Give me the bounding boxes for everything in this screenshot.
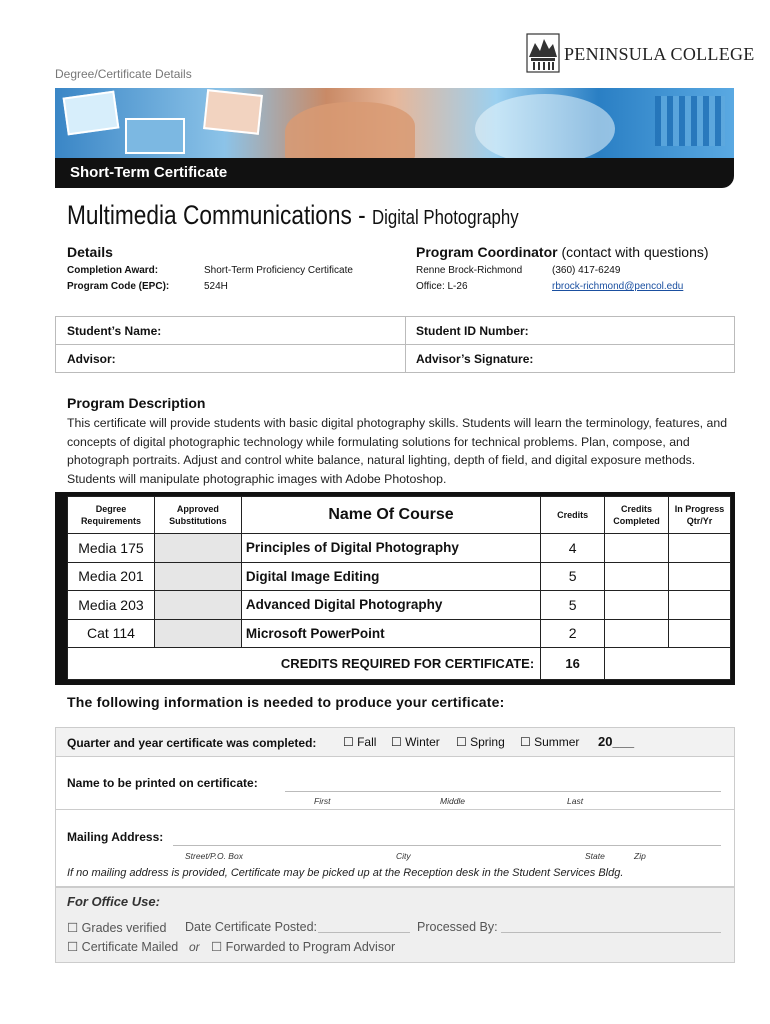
header-approved-substitutions: Approved Substitutions: [154, 497, 241, 534]
divider: [55, 344, 735, 345]
student-id-field[interactable]: Student ID Number:: [416, 324, 529, 338]
substitution-cell[interactable]: [154, 562, 241, 591]
office-use-heading: For Office Use:: [67, 894, 160, 909]
header-credits: Credits: [541, 497, 605, 534]
program-code-value: 524H: [204, 281, 228, 292]
coordinator-heading: Program Coordinator (contact with questions): [416, 244, 709, 260]
in-progress-cell[interactable]: [669, 534, 731, 563]
quarter-summer-checkbox[interactable]: ☐ Summer: [520, 735, 580, 749]
total-credits-label: CREDITS REQUIRED FOR CERTIFICATE:: [68, 648, 541, 680]
header-in-progress: In Progress Qtr/Yr: [669, 497, 731, 534]
in-progress-cell[interactable]: [669, 562, 731, 591]
forwarded-checkbox[interactable]: ☐ Forwarded to Program Advisor: [211, 940, 396, 954]
print-name-field[interactable]: [285, 791, 721, 792]
header-banner-image: [55, 88, 734, 158]
address-hint-street: Street/P.O. Box: [185, 851, 243, 861]
address-hint-state: State: [585, 851, 605, 861]
total-row: [68, 648, 731, 680]
substitution-cell[interactable]: [154, 619, 241, 648]
name-hint-first: First: [314, 796, 331, 806]
course-credits: 4: [541, 534, 605, 563]
program-description-heading: Program Description: [67, 395, 206, 411]
quarter-label: Quarter and year certificate was completed:: [67, 736, 317, 750]
or-text: or: [189, 940, 200, 954]
student-name-field[interactable]: Student’s Name:: [67, 324, 162, 338]
program-code-label: Program Code (EPC):: [67, 281, 170, 292]
breadcrumb: Degree/Certificate Details: [55, 67, 192, 81]
total-credits-value: 16: [541, 648, 605, 680]
quarter-fall-checkbox[interactable]: ☐ Fall: [343, 735, 377, 749]
course-requirement: Cat 114: [68, 619, 155, 648]
credits-completed-cell[interactable]: [605, 591, 669, 620]
address-hint-city: City: [396, 851, 411, 861]
coordinator-phone: (360) 417-6249: [552, 265, 621, 276]
course-name: Principles of Digital Photography: [241, 534, 540, 563]
course-name: Digital Image Editing: [241, 562, 540, 591]
year-field[interactable]: 20___: [598, 734, 635, 749]
grades-verified-checkbox[interactable]: ☐ Grades verified: [67, 921, 167, 935]
mailing-note: If no mailing address is provided, Certificate may be picked up at the Reception desk in the Student Services Bldg.: [67, 867, 624, 879]
page-title: [67, 200, 519, 231]
substitution-cell[interactable]: [154, 534, 241, 563]
date-posted-field[interactable]: [318, 932, 410, 933]
course-requirement: Media 201: [68, 562, 155, 591]
advisor-field[interactable]: Advisor:: [67, 352, 116, 366]
course-table: [67, 496, 731, 680]
course-requirement: Media 175: [68, 534, 155, 563]
in-progress-cell[interactable]: [669, 591, 731, 620]
table-row: [68, 591, 731, 620]
mailing-address-field[interactable]: [173, 845, 721, 846]
coordinator-office: Office: L-26: [416, 281, 468, 292]
program-option: Digital Photography: [372, 207, 519, 229]
course-name: Advanced Digital Photography: [241, 591, 540, 620]
table-row: [68, 534, 731, 563]
certificate-mailed-checkbox[interactable]: ☐ Certificate Mailed: [67, 940, 179, 954]
course-credits: 5: [541, 562, 605, 591]
course-name: Microsoft PowerPoint: [241, 619, 540, 648]
program-name: Multimedia Communications -: [67, 200, 373, 230]
name-hint-middle: Middle: [440, 796, 466, 806]
header-degree-requirements: Degree Requirements: [68, 497, 155, 534]
course-requirement: Media 203: [68, 591, 155, 620]
print-name-label: Name to be printed on certificate:: [67, 776, 258, 790]
quarter-winter-checkbox[interactable]: ☐ Winter: [391, 735, 440, 749]
quarter-spring-checkbox[interactable]: ☐ Spring: [456, 735, 505, 749]
completion-award-value: Short-Term Proficiency Certificate: [204, 265, 353, 276]
total-blank-cell: [605, 648, 731, 680]
program-description-text: This certificate will provide students with basic digital photography skills. Students will learn the terminology, features, and concepts of digital photographic technology while formulating solutions for technical problems. Plan, compose, and photograph portraits. Adjust and control white balance, natural lighting, depth of field, and digital exposure methods. Students will manipulate photographic images with Adobe Photoshop.: [67, 416, 728, 486]
processed-by-label: Processed By:: [417, 920, 498, 934]
details-heading: Details: [67, 244, 113, 260]
certificate-type-label: Short-Term Certificate: [70, 164, 228, 181]
advisor-signature-field[interactable]: Advisor’s Signature:: [416, 352, 534, 366]
college-name: PENINSULA COLLEGE: [564, 44, 755, 64]
header-course-name: Name Of Course: [241, 497, 540, 534]
table-row: [68, 562, 731, 591]
date-posted-label: Date Certificate Posted:: [185, 920, 318, 934]
coordinator-name: Renne Brock-Richmond: [416, 265, 523, 276]
name-hint-last: Last: [567, 796, 584, 806]
coordinator-email-link[interactable]: rbrock-richmond@pencol.edu: [552, 281, 684, 292]
divider: [55, 809, 735, 810]
in-progress-cell[interactable]: [669, 619, 731, 648]
substitution-cell[interactable]: [154, 591, 241, 620]
address-hint-zip: Zip: [634, 851, 646, 861]
course-credits: 5: [541, 591, 605, 620]
credits-completed-cell[interactable]: [605, 562, 669, 591]
course-credits: 2: [541, 619, 605, 648]
completion-award-label: Completion Award:: [67, 265, 159, 276]
mailing-address-label: Mailing Address:: [67, 830, 164, 844]
certificate-info-heading: The following information is needed to produce your certificate:: [67, 694, 505, 710]
credits-completed-cell[interactable]: [605, 619, 669, 648]
college-logo-icon: [526, 33, 560, 73]
table-row: [68, 619, 731, 648]
credits-completed-cell[interactable]: [605, 534, 669, 563]
header-credits-completed: Credits Completed: [605, 497, 669, 534]
processed-by-field[interactable]: [501, 932, 721, 933]
